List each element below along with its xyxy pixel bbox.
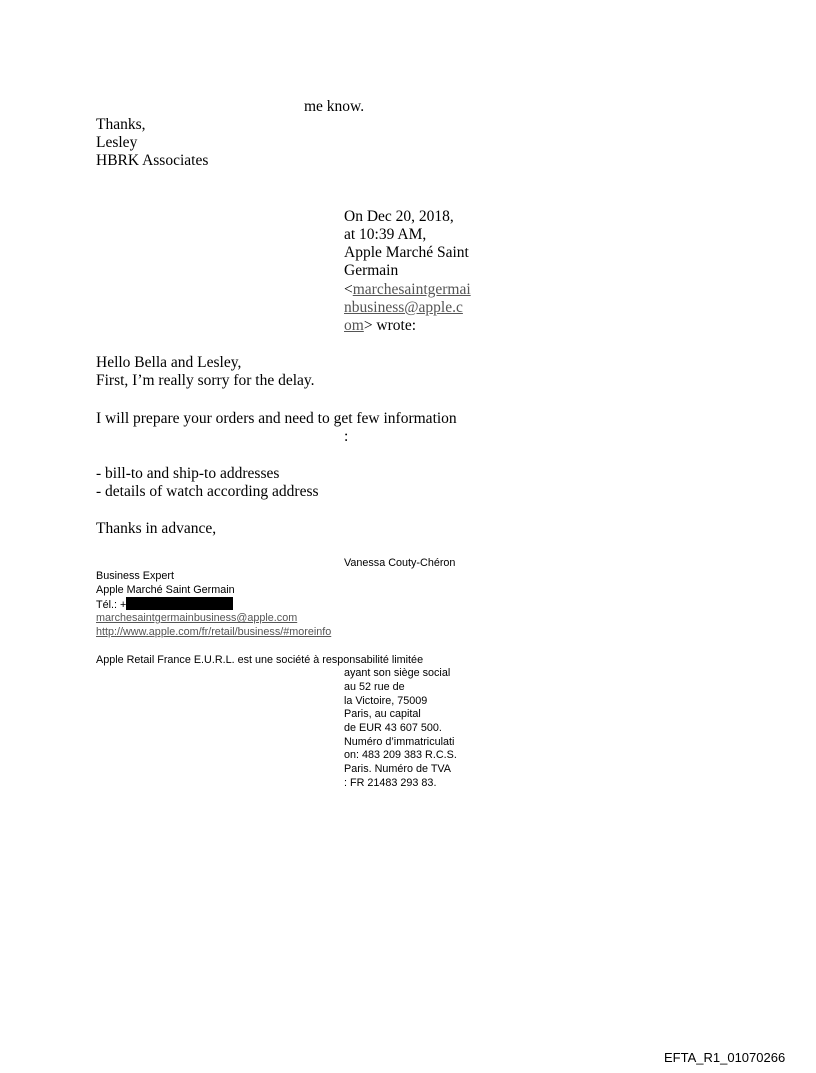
legal-line: : FR 21483 293 83.	[344, 777, 437, 789]
signature-title: Business Expert	[96, 570, 175, 582]
greeting: Hello Bella and Lesley,	[96, 354, 242, 371]
quote-header-sender-cont: Germain	[344, 262, 399, 279]
document-id: EFTA_R1_01070266	[664, 1050, 786, 1065]
quote-header-date: On Dec 20, 2018,	[344, 208, 454, 225]
signature-store: Apple Marché Saint Germain	[96, 584, 235, 596]
sender-email-link-part3[interactable]: om	[344, 317, 364, 334]
apology-line: First, I’m really sorry for the delay.	[96, 372, 315, 389]
signature-email-link[interactable]: marchesaintgermainbusiness@apple.com	[96, 612, 298, 624]
legal-line: la Victoire, 75009	[344, 695, 428, 707]
request-line: I will prepare your orders and need to get few information	[96, 410, 457, 427]
email-open-bracket: <	[344, 281, 353, 298]
phone-label: Tél.: +	[96, 599, 127, 611]
list-item: - details of watch according address	[96, 483, 319, 500]
sender-email-link-part1[interactable]: marchesaintgermai	[352, 281, 471, 298]
text-fragment: me know.	[304, 98, 365, 115]
legal-line: de EUR 43 607 500.	[344, 722, 442, 734]
quote-header-email-line3	[344, 317, 416, 336]
legal-line: ayant son siège social	[344, 667, 451, 679]
legal-line: on: 483 209 383 R.C.S.	[344, 749, 457, 761]
sender-name: Lesley	[96, 134, 138, 151]
sender-company: HBRK Associates	[96, 152, 209, 169]
list-item: - bill-to and ship-to addresses	[96, 465, 280, 482]
signature-phone	[96, 597, 233, 613]
sender-email-link-part2[interactable]: nbusiness@apple.c	[344, 299, 463, 316]
signoff: Thanks,	[96, 116, 146, 133]
signature-name: Vanessa Couty-Chéron	[344, 557, 456, 569]
legal-line: Paris, au capital	[344, 708, 421, 720]
legal-line: Paris. Numéro de TVA	[344, 763, 452, 775]
legal-line: Numéro d’immatriculati	[344, 736, 455, 748]
closing-line: Thanks in advance,	[96, 520, 217, 537]
request-colon: :	[344, 428, 349, 445]
legal-line-1: Apple Retail France E.U.R.L. est une société à responsabilité limitée	[96, 654, 424, 666]
signature-email-row	[96, 612, 297, 626]
quote-header-time: at 10:39 AM,	[344, 226, 427, 243]
redaction-block	[126, 597, 233, 610]
quote-header-email-line2	[344, 299, 463, 318]
quote-header-email-line1	[344, 281, 471, 300]
quote-header-sender: Apple Marché Saint	[344, 244, 469, 261]
signature-url-link[interactable]: http://www.apple.com/fr/retail/business/#moreinfo	[96, 626, 332, 638]
signature-url-row	[96, 626, 331, 640]
legal-line: au 52 rue de	[344, 681, 405, 693]
wrote-label: > wrote:	[363, 317, 417, 334]
